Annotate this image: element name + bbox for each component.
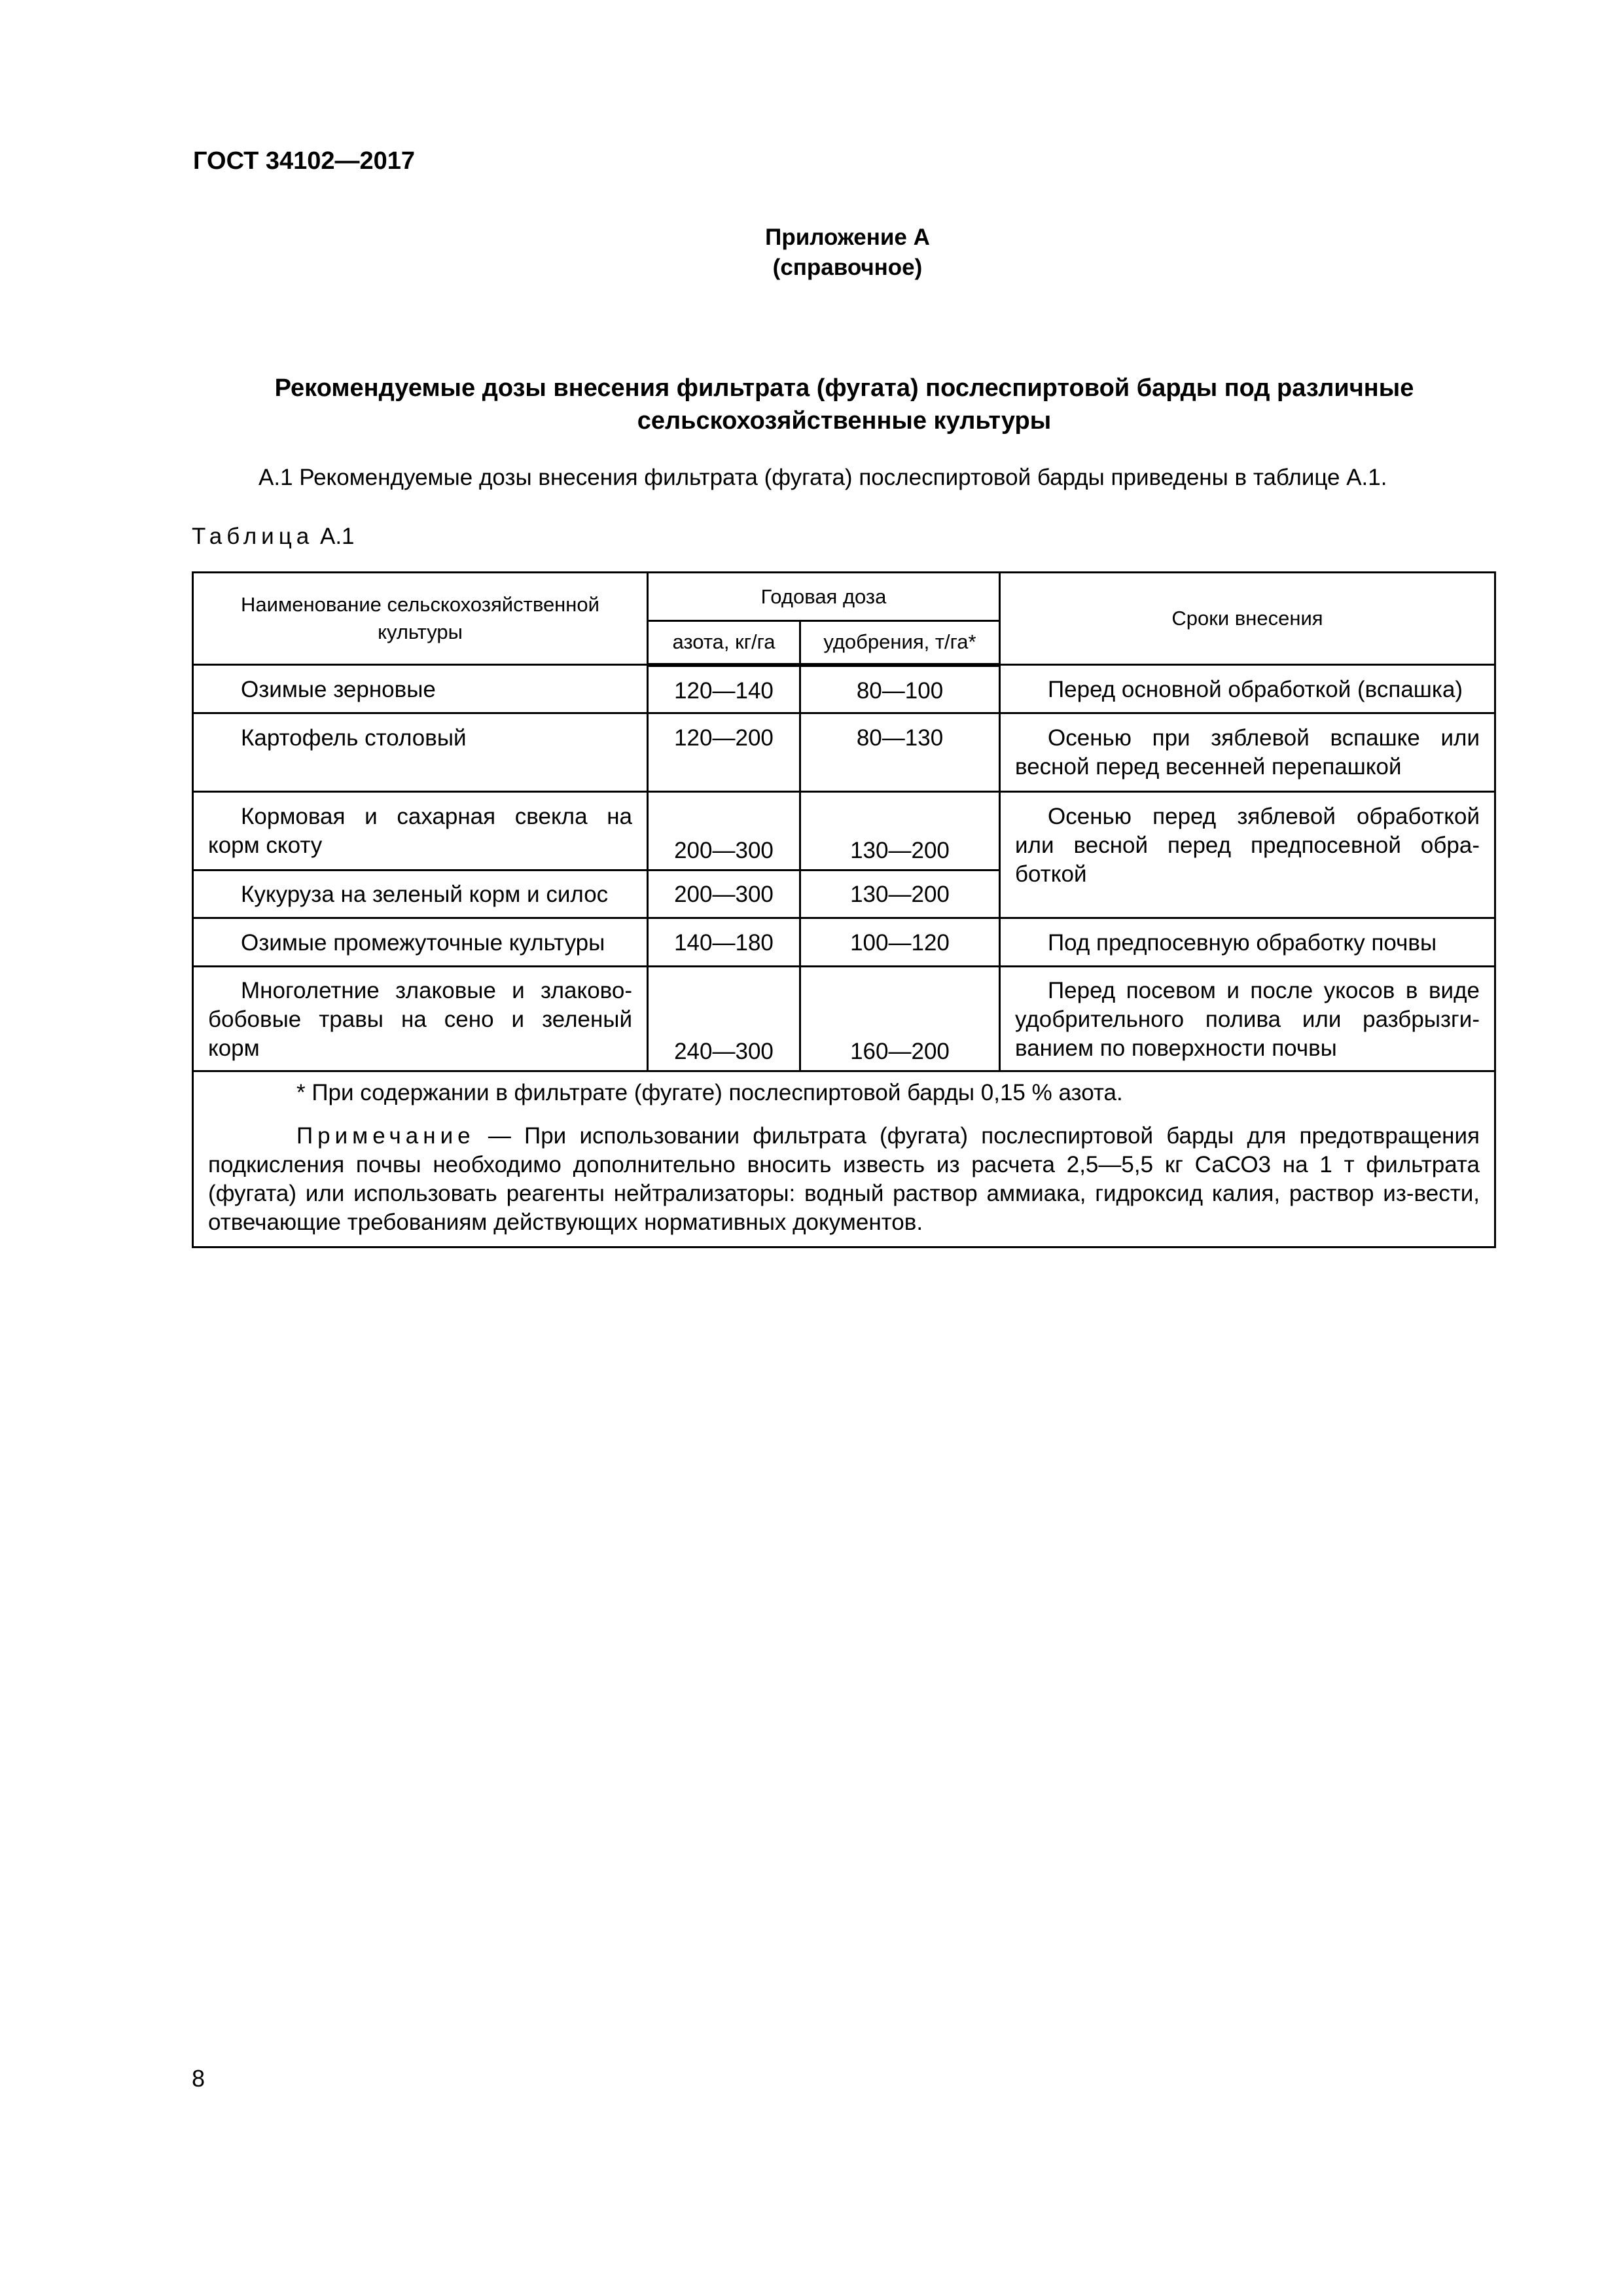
section-title-line1: Рекомендуемые дозы внесения фильтрата (фугата) послеспиртовой барды под различные [274,374,1414,402]
cell-culture: Кукуруза на зеленый корм и силос [193,870,648,918]
appendix-heading [0,223,1623,283]
appendix-type: (справочное) [772,255,923,280]
cell-nitrogen: 120—200 [648,713,800,792]
table-row [193,918,1495,967]
table-footnote: * При содержании в фильтрате (фугате) послеспиртовой барды 0,15 % азота. [296,1080,1123,1105]
cell-nitrogen: 200—300 [648,870,800,918]
cell-nitrogen: 140—180 [648,918,800,967]
table-notes-row [193,1071,1495,1247]
section-title [193,372,1495,437]
cell-fertilizer: 130—200 [800,870,1000,918]
cell-nitrogen: 200—300 [648,792,800,870]
page-number: 8 [192,2065,205,2092]
table-note [208,1122,1480,1237]
cell-fertilizer: 80—100 [800,665,1000,713]
cell-terms: Под предпосевную обработку почвы [1000,918,1495,967]
section-title-line2: сельскохозяйственные культуры [637,407,1052,435]
table-caption [192,524,355,550]
cell-fertilizer: 100—120 [800,918,1000,967]
table-row [193,792,1495,870]
cell-culture: Озимые промежуточные культуры [193,918,648,967]
document-code: ГОСТ 34102—2017 [193,147,416,175]
header-annual-dose: Годовая доза [648,573,1000,621]
dose-table [192,571,1494,1248]
cell-terms: Осенью перед зяблевой обработкой или весной перед предпосевной обра-боткой [1000,792,1495,918]
header-culture: Наименование сельскохозяйственной культуры [193,573,648,665]
cell-fertilizer: 130—200 [800,792,1000,870]
note-text: — При использовании фильтрата (фугата) послеспиртовой барды для предотвращения подкисления почвы необходимо дополнительно вносить известь из расчета 2,5—5,5 кг СаСО3 на 1 т фильтрата (фугата) или использовать реагенты нейтрализаторы: водный раствор аммиака, гидроксид калия, раствор из-вести, отвечающие требованиям действующих нормативных документов. [208,1123,1480,1235]
cell-terms: Перед посевом и после укосов в виде удобрительного полива или разбрызги-ванием по поверхности почвы [1000,967,1495,1071]
table-caption-id: А.1 [319,524,355,549]
cell-fertilizer: 160—200 [800,967,1000,1071]
intro-paragraph: А.1 Рекомендуемые дозы внесения фильтрата (фугата) послеспиртовой барды приведены в таблице А.1. [259,465,1387,490]
appendix-label: Приложение А [765,224,930,250]
header-fertilizer: удобрения, т/га* [800,621,1000,665]
cell-culture: Кормовая и сахарная свекла на корм скоту [193,792,648,870]
table-row [193,713,1495,792]
cell-nitrogen: 120—140 [648,665,800,713]
cell-culture: Картофель столовый [193,713,648,792]
table-caption-word: Таблица [192,524,314,549]
table-row [193,665,1495,713]
table-notes [193,1071,1495,1247]
cell-culture: Многолетние злаковые и злаково-бобовые травы на сено и зеленый корм [193,967,648,1071]
cell-terms: Осенью при зяблевой вспашке или весной перед весенней перепашкой [1000,713,1495,792]
header-nitrogen: азота, кг/га [648,621,800,665]
cell-fertilizer: 80—130 [800,713,1000,792]
header-terms: Сроки внесения [1000,573,1495,665]
table-row [193,967,1495,1071]
cell-culture: Озимые зерновые [193,665,648,713]
note-label: Примечание [296,1123,475,1149]
cell-nitrogen: 240—300 [648,967,800,1071]
cell-terms: Перед основной обработкой (вспашка) [1000,665,1495,713]
